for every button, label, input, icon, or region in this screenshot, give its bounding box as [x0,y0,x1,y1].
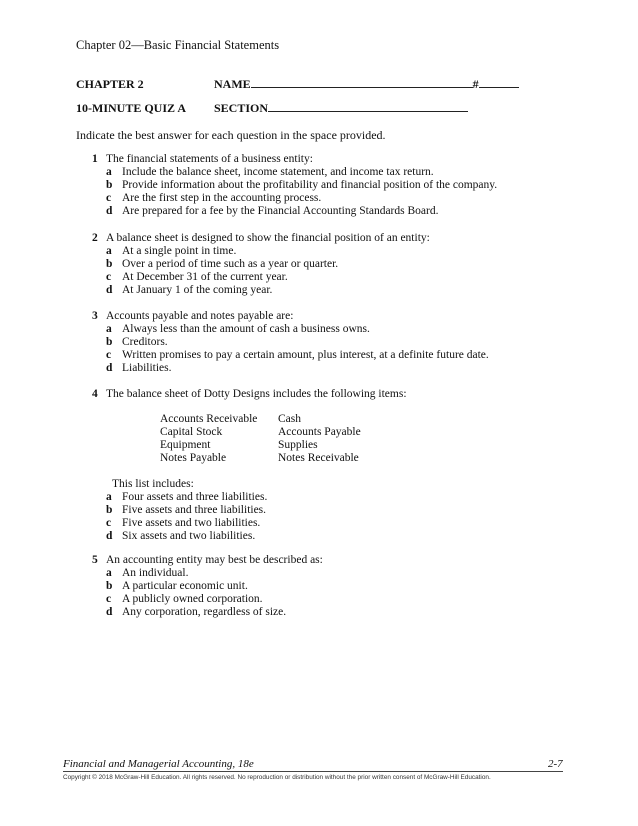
option: c A publicly owned corporation. [106,593,263,605]
option: d At January 1 of the coming year. [106,284,273,296]
question-number: 5 [92,554,98,566]
option: d Liabilities. [106,362,172,374]
option: c Are the first step in the accounting process. [106,192,322,204]
option: b Provide information about the profitability and financial position of the company. [106,179,498,191]
option: a Include the balance sheet, income statement, and income tax return. [106,166,434,178]
option: b Five assets and three liabilities. [106,504,267,516]
option: c Written promises to pay a certain amount, plus interest, at a definite future date. [106,349,489,361]
name-label: NAME [214,77,251,91]
number-blank [479,77,519,88]
option: a Always less than the amount of cash a business owns. [106,323,370,335]
page-number: 2-7 [548,758,563,770]
question-text: A balance sheet is designed to show the financial position of an entity: [106,232,430,244]
question-text: An accounting entity may best be described as: [106,554,323,566]
question-text: The balance sheet of Dotty Designs includes the following items: [106,388,407,400]
option: c At December 31 of the current year. [106,271,288,283]
question-number: 3 [92,310,98,322]
items-column-2: Cash Accounts Payable Supplies Notes Receivable [278,413,361,464]
option: b Creditors. [106,336,168,348]
page-header: Chapter 02—Basic Financial Statements [76,38,280,52]
chapter-label: CHAPTER 2 [76,77,144,91]
items-column-1: Accounts Receivable Capital Stock Equipment Notes Payable [160,413,258,464]
footer-book-title: Financial and Managerial Accounting, 18e [63,758,563,772]
option: c Five assets and two liabilities. [106,517,261,529]
instructions: Indicate the best answer for each question in the space provided. [76,128,386,142]
question-text: Accounts payable and notes payable are: [106,310,294,322]
section-field [214,101,468,116]
question-text: The financial statements of a business entity: [106,153,313,165]
section-blank [268,101,468,112]
section-label: SECTION [214,101,269,115]
name-blank [251,77,473,88]
question-number: 1 [92,153,98,165]
question-number: 4 [92,388,98,400]
option: a An individual. [106,567,189,579]
question-4-options [92,478,267,543]
option: b Over a period of time such as a year or quarter. [106,258,339,270]
option: a At a single point in time. [106,245,237,257]
name-field [214,77,519,92]
option: d Six assets and two liabilities. [106,530,256,542]
option: d Any corporation, regardless of size. [106,606,287,618]
question-2 [92,232,430,297]
question-3 [92,310,489,375]
question-5 [92,554,323,619]
option: a Four assets and three liabilities. [106,491,268,503]
question-1 [92,153,497,218]
copyright-notice: Copyright © 2018 McGraw-Hill Education. All rights reserved. No reproduction or distribution without the prior written consent of McGraw-Hill Education. [63,774,491,781]
option: b A particular economic unit. [106,580,248,592]
question-4 [92,388,407,401]
question-number: 2 [92,232,98,244]
option: d Are prepared for a fee by the Financial Accounting Standards Board. [106,205,439,217]
quiz-label: 10-MINUTE QUIZ A [76,101,187,115]
list-intro: This list includes: [112,478,194,490]
hash-label: # [472,77,479,91]
balance-sheet-items [160,413,361,465]
